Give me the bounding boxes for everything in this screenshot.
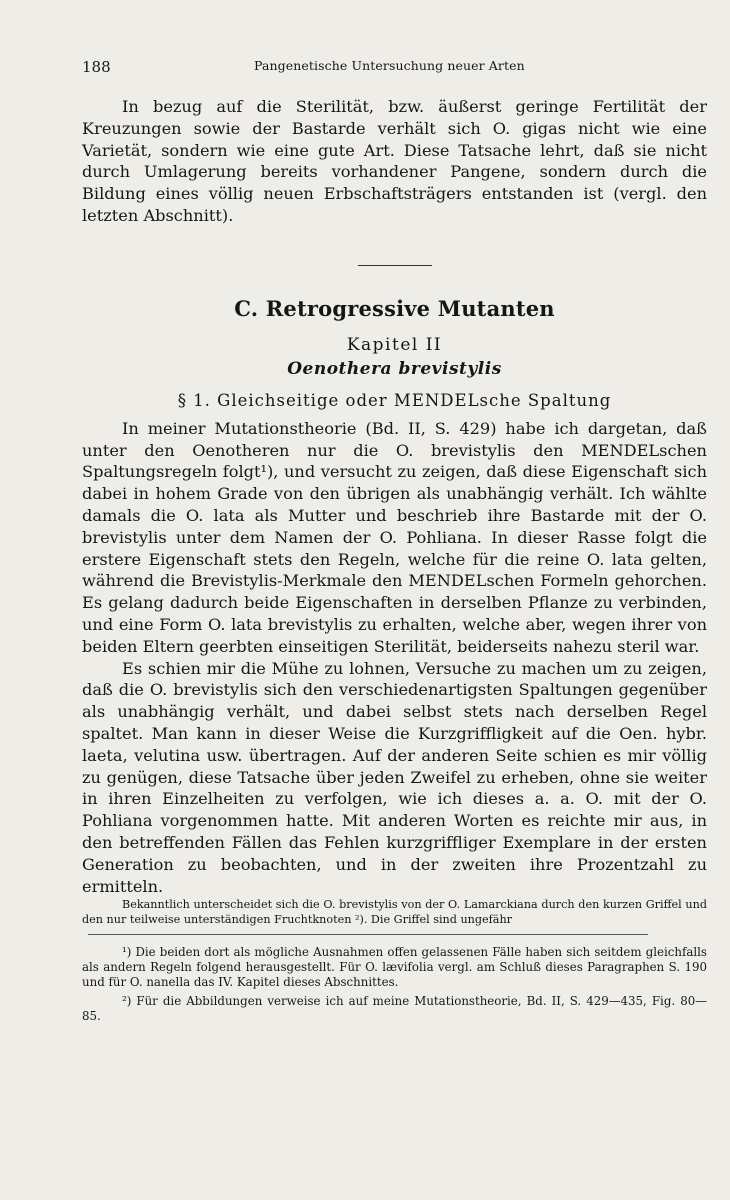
small-print-paragraph: Bekanntlich unterscheidet sich die O. brevistylis von der O. Lamarckiana durch den kurzen Griffel und den nur teilweise unterständigen Fruchtknoten ²). Die Griffel sind ungefähr <box>82 898 707 927</box>
footnote-rule <box>88 934 648 935</box>
running-title: Pangenetische Untersuchung neuer Arten <box>254 58 525 73</box>
section-heading: C. Retrogressive Mutanten <box>234 295 555 321</box>
chapter-heading: Kapitel II <box>346 334 443 355</box>
chapter-subtitle: Oenothera brevistylis <box>287 358 502 379</box>
paragraph-heading: § 1. Gleichseitige oder MENDELsche Spaltung <box>177 390 612 410</box>
footnote-1: ¹) Die beiden dort als mögliche Ausnahmen offen gelassenen Fälle haben sich seitdem gleichfalls als andern Regeln folgend herausgestellt. Für O. lævifolia vergl. am Schluß dieses Paragraphen S. 190 und für O. nanella das IV. Kapitel dieses Abschnittes. <box>82 945 707 990</box>
page-number: 188 <box>82 58 111 76</box>
running-head <box>82 58 552 80</box>
section-divider <box>358 265 432 266</box>
intro-paragraph: In bezug auf die Sterilität, bzw. äußerst geringe Fertilität der Kreuzungen sowie der Bastarde verhält sich O. gigas nicht wie eine Varietät, sondern wie eine gute Art. Diese Tatsache lehrt, daß sie nicht durch Umlagerung bereits vorhandener Pangene, sondern durch die Bildung eines völlig neuen Erbschaftsträgers entstanden ist (vergl. den letzten Abschnitt). <box>82 97 707 225</box>
body-paragraph-2: Es schien mir die Mühe zu lohnen, Versuche zu machen um zu zeigen, daß die O. brevistylis sich den verschiedenartigsten Spaltungen gegenüber als unabhängig verhält, und dabei selbst stets nach derselben Regel spaltet. Man kann in dieser Weise die Kurzgriffligkeit auf die Oen. hybr. laeta, velutina usw. übertragen. Auf der anderen Seite schien es mir völlig zu genügen, diese Tatsache über jeden Zweifel zu erheben, ohne sie weiter in ihren Einzelheiten zu verfolgen, wie ich dieses a. a. O. mit der O. Pohliana vorgenommen hatte. Mit anderen Worten es reichte mir aus, in den betreffenden Fällen das Fehlen kurzgriffliger Exemplare in der ersten Generation zu beobachten, und in der zweiten ihre Prozentzahl zu ermitteln. <box>82 658 707 896</box>
footnote-2: ²) Für die Abbildungen verweise ich auf meine Mutationstheorie, Bd. II, S. 429—435, Fig. 80—85. <box>82 994 707 1024</box>
page-body <box>82 96 707 1028</box>
body-paragraph-1: In meiner Mutationstheorie (Bd. II, S. 429) habe ich dargetan, daß unter den Oenotheren nur die O. brevistylis den MENDELschen Spaltungsregeln folgt¹), und versucht zu zeigen, daß diese Eigenschaft sich dabei in hohem Grade von den übrigen als unabhängig verhält. Ich wählte damals die O. lata als Mutter und beschrieb ihre Bastarde mit der O. brevistylis unter dem Namen der O. Pohliana. In dieser Rasse folgt die erstere Eigenschaft stets den Regeln, welche für die reine O. lata gelten, während die Brevistylis-Merkmale den MENDELschen Formeln gehorchen. Es gelang dadurch beide Eigenschaften in derselben Pflanze zu verbinden, und eine Form O. lata brevistylis zu erhalten, welche aber, wegen ihrer von beiden Eltern geerbten einseitigen Sterilität, beiderseits nahezu steril war. <box>82 418 707 656</box>
